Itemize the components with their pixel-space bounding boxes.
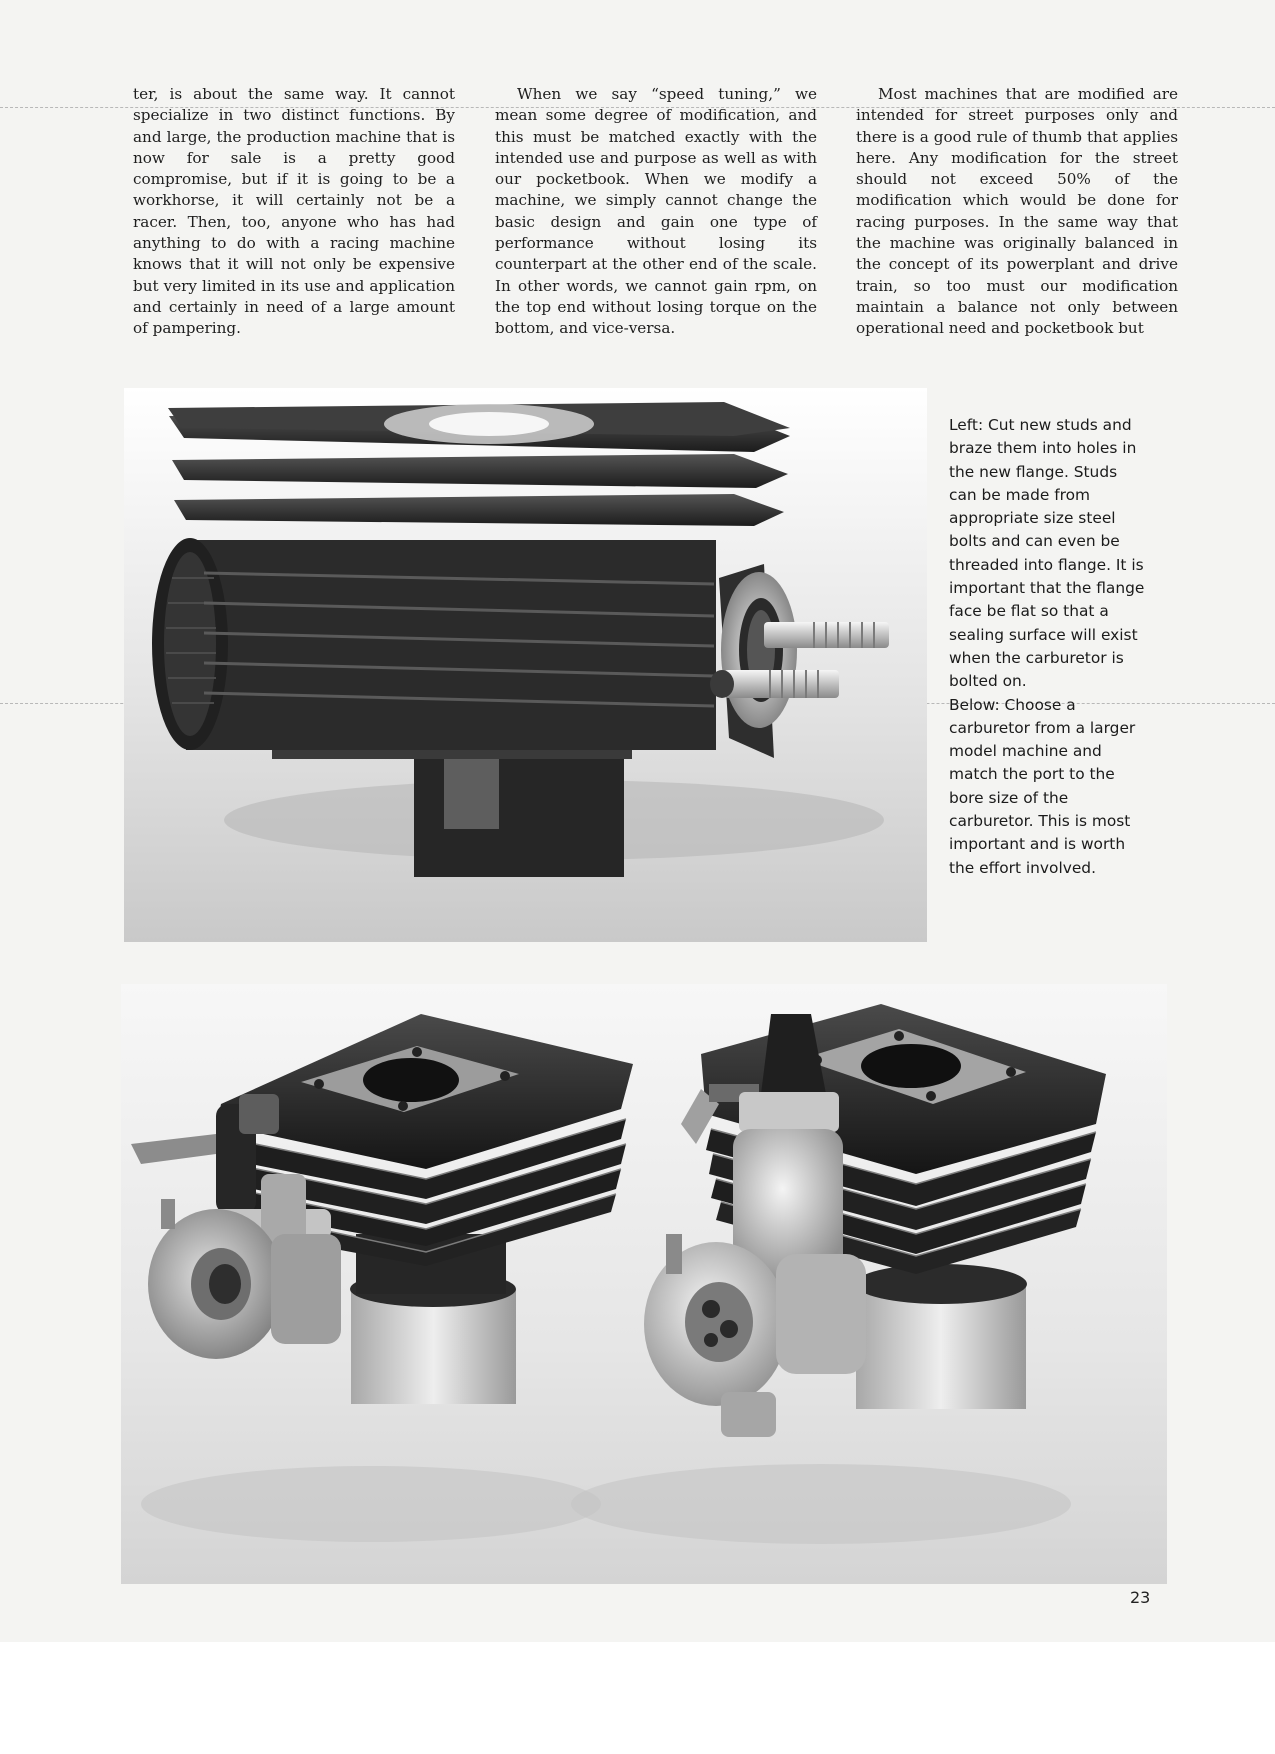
- photo-caption: [949, 414, 1149, 880]
- article-column-2-text: When we say “speed tuning,” we mean some degree of modification, and this must be matched exactly with the intended use and purpose as well as with our pocketbook. When we modify a machine, we simply cannot change the basic design and gain one type of performance without losing its counterpart at the other end of the scale. In other words, we cannot gain rpm, on the top end without losing torque on the bottom, and vice-versa.: [495, 85, 817, 338]
- photo-cylinders-and-carburetors: [121, 984, 1167, 1584]
- cylinders-carburetors-image: [121, 984, 1167, 1584]
- caption-left-text: Left: Cut new studs and braze them into holes in the new flange. Studs can be made from appropriate size steel bolts and can even be threaded into flange. It is important that the flange face be flat so that a sealing surface will exist when the carburetor is bolted on.: [949, 416, 1145, 691]
- article-column-3: [856, 84, 1178, 340]
- article-column-2: [495, 84, 817, 340]
- article-column-3-text: Most machines that are modified are intended for street purposes only and there is a good rule of thumb that applies here. Any modification for the street should not exceed 50% of the modification which would be done for racing purposes. In the same way that the machine was originally balanced in the concept of its powerplant and drive train, so too must our modification maintain a balance not only between operational need and pocketbook but: [856, 85, 1178, 338]
- article-column-1: [133, 84, 455, 340]
- photo-cylinder-with-studs: [124, 388, 927, 942]
- page-number: 23: [1130, 1588, 1151, 1607]
- article-column-1-text: ter, is about the same way. It cannot specialize in two distinct functions. By and large, the production machine that is now for sale is a pretty good compromise, but if it is going to be a workhorse, it will certainly not be a racer. Then, too, anyone who has had anything to do with a racing machine knows that it will not only be expensive but very limited in its use and application and certainly in need of a large amount of pampering.: [133, 85, 455, 338]
- page-bottom-margin: [0, 1642, 1275, 1754]
- cylinder-studs-image: [124, 388, 927, 942]
- caption-below-text: Below: Choose a carburetor from a larger model machine and match the port to the bore size of the carburetor. This is most important and is worth the effort involved.: [949, 695, 1136, 877]
